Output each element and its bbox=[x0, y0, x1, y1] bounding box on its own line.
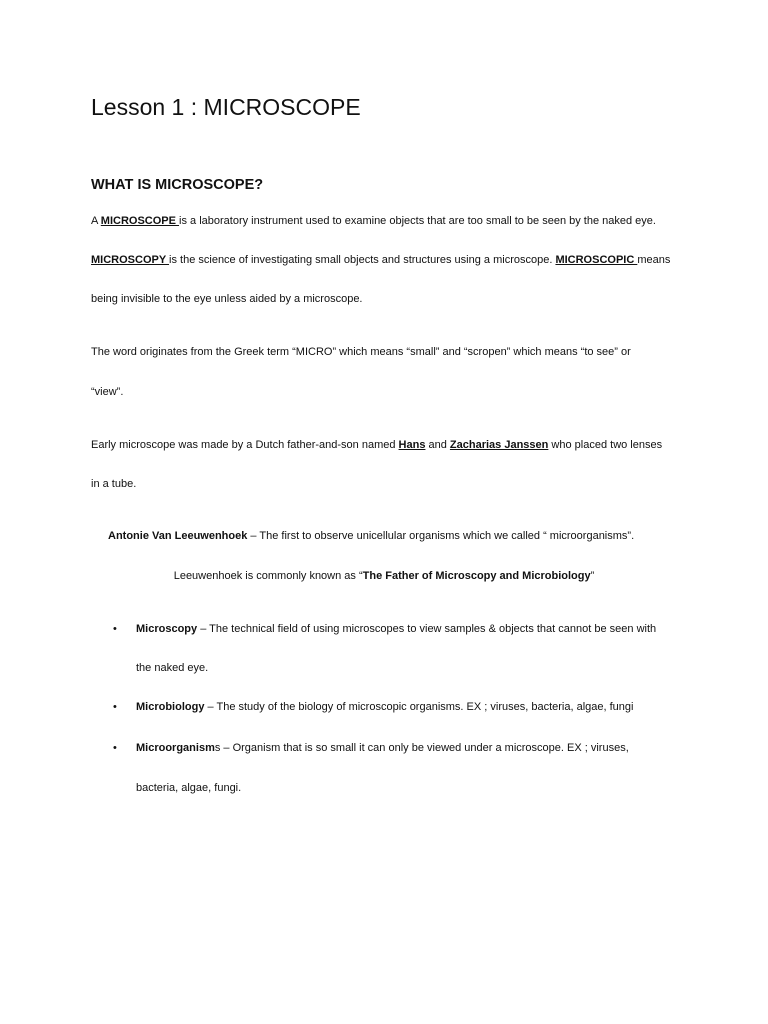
text: Early microscope was made by a Dutch father-and-son named bbox=[91, 439, 399, 451]
title-father: The Father of Microscopy and Microbiology bbox=[362, 570, 591, 582]
term-microscopic: MICROSCOPIC bbox=[555, 254, 638, 266]
term-microscopy-bullet: Microscopy bbox=[136, 623, 198, 635]
text: Leeuwenhoek is commonly known as “ bbox=[173, 570, 363, 582]
name-hans: Hans bbox=[398, 439, 426, 451]
paragraph-history-line2: in a tube. bbox=[91, 478, 137, 490]
text: ” bbox=[590, 570, 595, 582]
name-zacharias-janssen: Zacharias Janssen bbox=[449, 439, 549, 451]
text: and bbox=[425, 439, 450, 451]
bullet-microbiology bbox=[136, 700, 633, 714]
text: – Organism that is so small it can only be viewed under a microscope. EX ; viruses, bbox=[220, 742, 629, 754]
term-microbiology-bullet: Microbiology bbox=[136, 701, 205, 713]
paragraph-father-of-microscopy bbox=[0, 569, 768, 583]
paragraph-microscopy-line2: being invisible to the eye unless aided by a microscope. bbox=[91, 293, 363, 305]
paragraph-history-line1 bbox=[91, 438, 662, 452]
paragraph-origin-line1: The word originates from the Greek term “MICRO” which means “small” and “scropen” which means “to see” or bbox=[91, 346, 631, 358]
paragraph-definition bbox=[91, 214, 656, 228]
text: A bbox=[91, 215, 101, 227]
paragraph-origin-line2: “view”. bbox=[91, 386, 124, 398]
name-leeuwenhoek: Antonie Van Leeuwenhoek bbox=[108, 530, 248, 542]
bullet-marker: • bbox=[113, 701, 117, 713]
bullet-microorganisms-line2: bacteria, algae, fungi. bbox=[136, 782, 242, 794]
text: – The first to observe unicellular organisms which we called “ microorganisms”. bbox=[247, 530, 635, 542]
term-microscopy: MICROSCOPY bbox=[91, 254, 170, 266]
bullet-microscopy-line1 bbox=[136, 622, 656, 636]
text: – The study of the biology of microscopic organisms. EX ; viruses, bacteria, algae, fungi bbox=[204, 701, 634, 713]
bullet-marker: • bbox=[113, 742, 117, 754]
bullet-microorganisms-line1 bbox=[136, 741, 629, 755]
bullet-microscopy-line2: the naked eye. bbox=[136, 662, 209, 674]
paragraph-microscopy-line1 bbox=[91, 253, 670, 267]
text: is the science of investigating small objects and structures using a microscope. bbox=[169, 254, 556, 266]
text: means bbox=[637, 254, 671, 266]
page-title: Lesson 1 : MICROSCOPE bbox=[91, 94, 361, 120]
paragraph-leeuwenhoek bbox=[108, 529, 634, 543]
term-microscope: MICROSCOPE bbox=[100, 215, 180, 227]
term-suffix: s bbox=[214, 742, 221, 754]
bullet-marker: • bbox=[113, 623, 117, 635]
section-heading: WHAT IS MICROSCOPE? bbox=[91, 177, 264, 193]
text: – The technical field of using microscopes to view samples & objects that cannot be seen with bbox=[197, 623, 657, 635]
term-microorganism-bullet: Microorganism bbox=[136, 742, 215, 754]
text: who placed two lenses bbox=[548, 439, 663, 451]
text: is a laboratory instrument used to examine objects that are too small to be seen by the naked eye. bbox=[179, 215, 656, 227]
